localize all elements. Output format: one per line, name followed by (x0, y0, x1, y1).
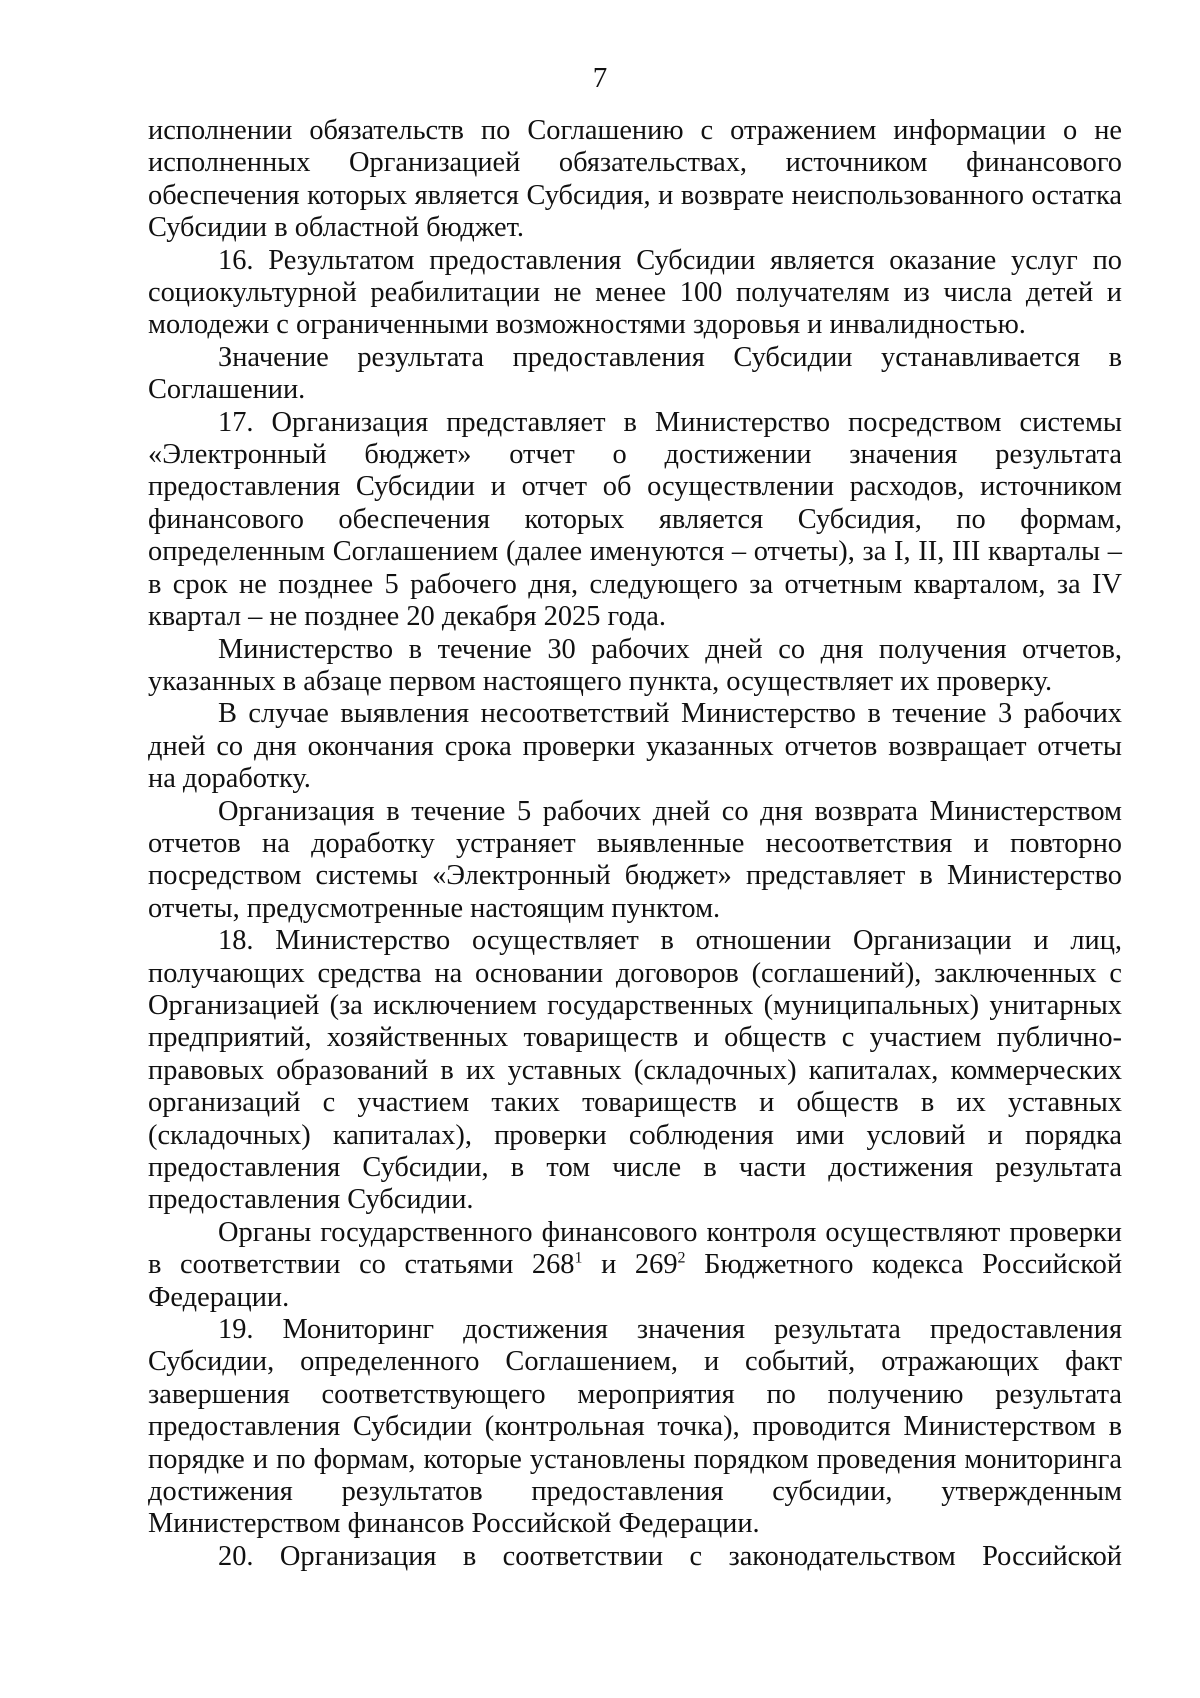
paragraph-ministry-review: Министерство в течение 30 рабочих дней со дня получения отчетов, указанных в абзаце первом настоящего пункта, осуществляет их проверку. (148, 633, 1122, 697)
paragraph-rework: Организация в течение 5 рабочих дней со дня возврата Министерством отчетов на доработку устраняет выявленные несоответствия и повторно посредством системы «Электронный бюджет» представляет в Министерство отчеты, предусмотренные настоящим пунктом. (148, 795, 1122, 924)
financial-control-text-2: и 269 (582, 1249, 678, 1281)
paragraph-item-17: 17. Организация представляет в Министерство посредством системы «Электронный бюджет» отчет о достижении значения результата предоставления Субсидии и отчет об осуществлении расходов, источником финансового обеспечения которых является Субсидия, по формам, определенным Соглашением (далее именуются – отчеты), за I, II, III кварталы – в срок не позднее 5 рабочего дня, следующего за отчетным кварталом, за IV квартал – не позднее 20 декабря 2025 года. (148, 406, 1122, 633)
financial-control-text-3: Бюджетного кодекса Российской Федерации. (148, 1249, 1123, 1313)
paragraph-result-value: Значение результата предоставления Субсидии устанавливается в Соглашении. (148, 341, 1122, 406)
article-269-superscript: 2 (677, 1249, 686, 1267)
document-body (148, 115, 1122, 1573)
paragraph-nonconformity: В случае выявления несоответствий Министерство в течение 3 рабочих дней со дня окончания срока проверки указанных отчетов возвращает отчеты на доработку. (148, 698, 1122, 795)
paragraph-financial-control (148, 1217, 1122, 1314)
paragraph-item-18: 18. Министерство осуществляет в отношении Организации и лиц, получающих средства на основании договоров (соглашений), заключенных с Организацией (за исключением государственных (муниципальных) унитарных предприятий, хозяйственных товариществ и обществ с участием публично-правовых образований в их уставных (складочных) капиталах, коммерческих организаций с участием таких товариществ и обществ в их уставных (складочных) капиталах), проверки соблюдения ими условий и порядка предоставления Субсидии, в том числе в части достижения результата предоставления Субсидии. (148, 925, 1122, 1216)
paragraph-item-16: 16. Результатом предоставления Субсидии является оказание услуг по социокультурной реабилитации не менее 100 получателям из числа детей и молодежи с ограниченными возможностями здоровья и инвалидностью. (148, 244, 1122, 341)
financial-control-text-1: Органы государственного финансового контроля осуществляют проверки в соответствии со статьями 268 (148, 1216, 1122, 1281)
paragraph-continuation: исполнении обязательств по Соглашению с отражением информации о не исполненных Организацией обязательствах, источником финансового обеспечения которых является Субсидия, и возврате неиспользованного остатка Субсидии в областной бюджет. (148, 115, 1122, 244)
paragraph-item-19: 19. Мониторинг достижения значения результата предоставления Субсидии, определенного Соглашением, и событий, отражающих факт завершения соответствующего мероприятия по получению результата предоставления Субсидии (контрольная точка), проводится Министерством в порядке и по формам, которые установлены порядком проведения мониторинга достижения результатов предоставления субсидии, утвержденным Министерством финансов Российской Федерации. (148, 1314, 1122, 1540)
page-number: 7 (592, 62, 608, 94)
paragraph-item-20: 20. Организация в соответствии с законодательством Российской (218, 1540, 1122, 1572)
article-268-superscript: 1 (574, 1249, 583, 1267)
